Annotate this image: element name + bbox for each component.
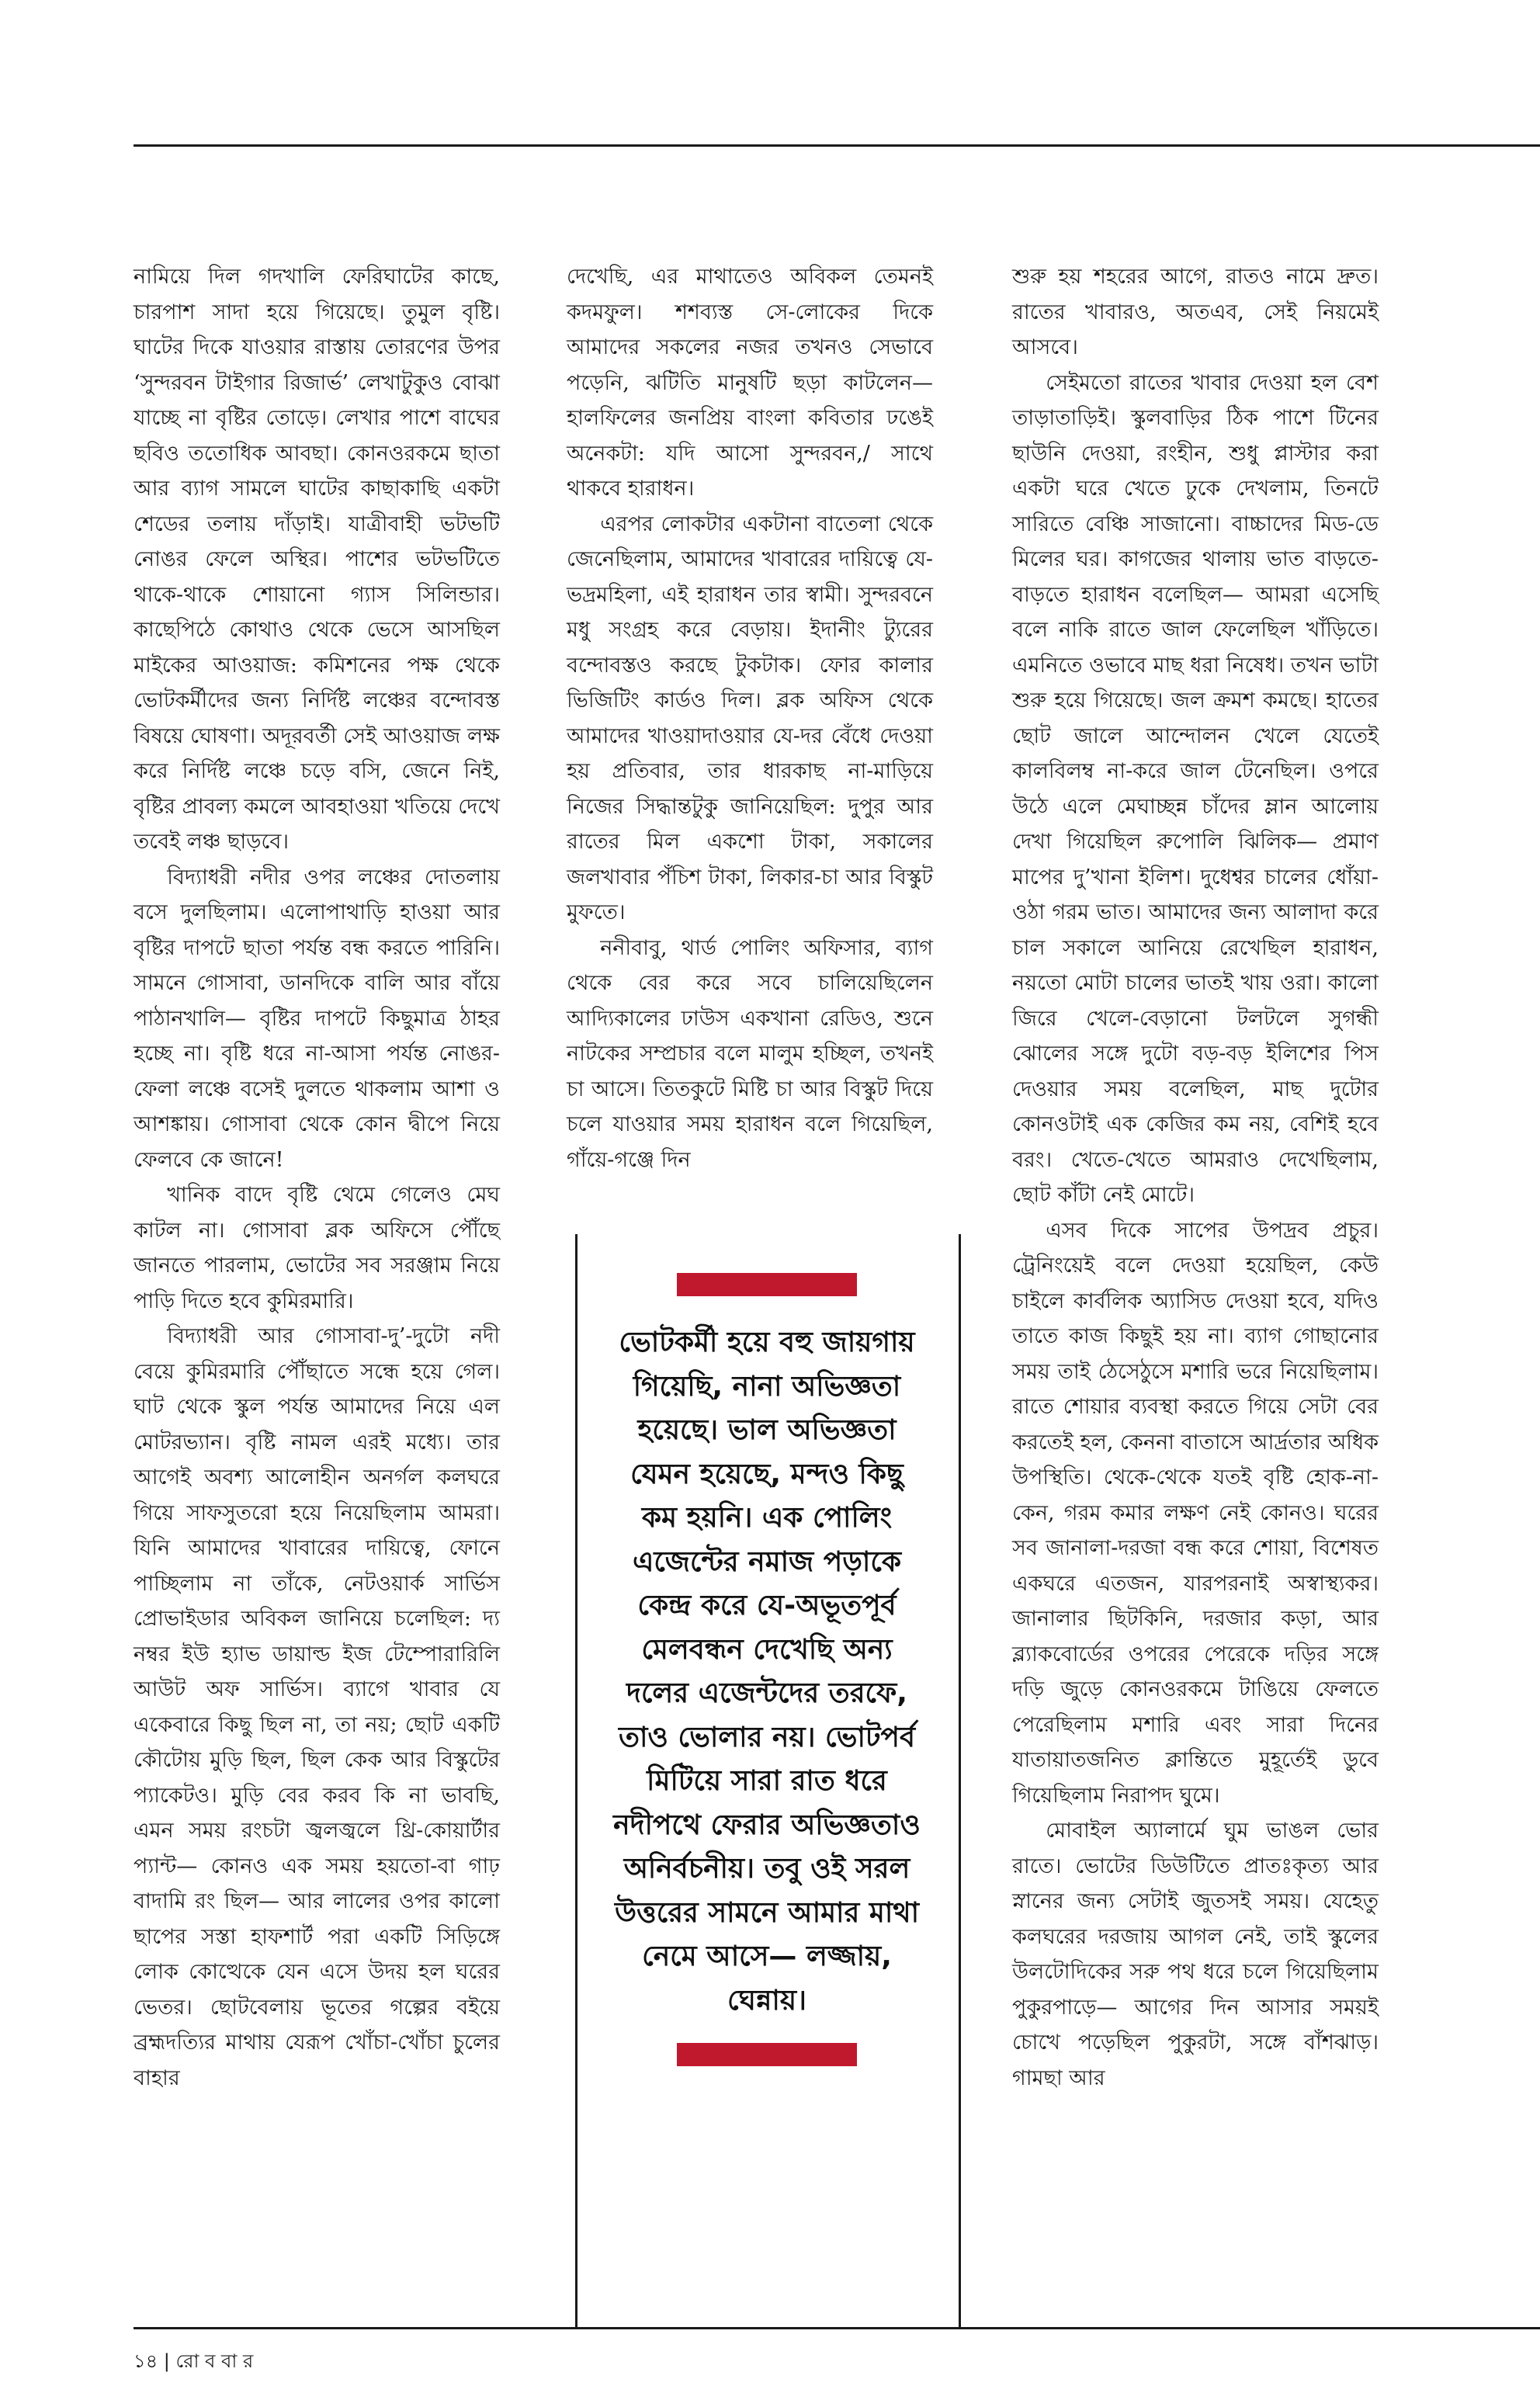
pull-quote-top-bar xyxy=(677,1273,857,1296)
paragraph: বিদ্যাধরী নদীর ওপর লঞ্চের দোতলায় বসে দুলছিলাম। এলোপাথাড়ি হাওয়া আর বৃষ্টির দাপটে ছাতা পর্যন্ত বন্ধ করতে পারিনি। সামনে গোসাবা, ডানদিকে বালি আর বাঁয়ে পাঠানখালি— বৃষ্টির দাপটে কিছুমাত্র ঠাহর হচ্ছে না। বৃষ্টি ধরে না-আসা পর্যন্ত নোঙর-ফেলা লঞ্চে বসেই দুলতে থাকলাম আশা ও আশঙ্কায়। গোসাবা থেকে কোন দ্বীপে নিয়ে ফেলবে কে জানে! xyxy=(134,865,500,1172)
paragraph: দেখেছি, এর মাথাতেও অবিকল তেমনই কদমফুল। শশব্যস্ত সে-লোকের দিকে আমাদের সকলের নজর তখনও সেভাবে পড়েনি, ঝটিতি মানুষটি ছড়া কাটলেন— হালফিলের জনপ্রিয় বাংলা কবিতার ঢঙেই অনেকটা: যদি আসো সুন্দরবন,/ সাথে থাকবে হারাধন। xyxy=(567,265,933,501)
paragraph: খানিক বাদে বৃষ্টি থেমে গেলেও মেঘ কাটল না। গোসাবা ব্লক অফিসে পৌঁছে জানতে পারলাম, ভোটের সব সরঞ্জাম নিয়ে পাড়ি দিতে হবে কুমিরমারি। xyxy=(134,1183,500,1313)
paragraph: শুরু হয় শহরের আগে, রাতও নামে দ্রুত। রাতের খাবারও, অতএব, সেই নিয়মেই আসবে। xyxy=(1012,265,1379,359)
magazine-name: রো ব বা র xyxy=(175,2350,254,2372)
paragraph: বিদ্যাধরী আর গোসাবা-দু’-দুটো নদী বেয়ে কুমিরমারি পৌঁছাতে সন্ধে হয়ে গেল। ঘাট থেকে স্কুল পর্যন্ত আমাদের নিয়ে এল মোটরভ্যান। বৃষ্টি নামল এরই মধ্যে। তার আগেই অবশ্য আলোহীন অনর্গল কলঘরে গিয়ে সাফসুতরো হয়ে নিয়েছিলাম আমরা। যিনি আমাদের খাবারের দায়িত্বে, ফোনে পাচ্ছিলাম না তাঁকে, নেটওয়ার্ক সার্ভিস প্রোভাইডার অবিকল জানিয়ে চলেছিল: দ্য নম্বর ইউ হ্যাভ ডায়াল্ড ইজ টেম্পোরারিলি আউট অফ সার্ভিস। ব্যাগে খাবার যে একেবারে কিছু ছিল না, তা নয়; ছোট একটি কৌটোয় মুড়ি ছিল, ছিল কেক আর বিস্কুটের প্যাকেটও। মুড়ি বের করব কি না ভাবছি, এমন সময় রংচটা জ্বলজ্বলে থ্রি-কোয়ার্টার প্যান্ট— কোনও এক সময় হয়তো-বা গাঢ় বাদামি রং ছিল— আর লালের ওপর কালো ছাপের সস্তা হাফশার্ট পরা একটি সিড়িঙ্গে লোক কোত্থেকে যেন এসে উদয় হল ঘরের ভেতর। ছোটবেলায় ভূতের গল্পের বইয়ে ব্রহ্মদত্যির মাথায় যেরূপ খোঁচা-খোঁচা চুলের বাহার xyxy=(134,1324,500,2090)
article-column-3 xyxy=(1012,259,1379,2096)
bottom-rule xyxy=(134,2327,1540,2329)
article-column-2 xyxy=(567,259,933,1177)
paragraph: এরপর লোকটার একটানা বাতেলা থেকে জেনেছিলাম, আমাদের খাবারের দায়িত্বে যে-ভদ্রমহিলা, এই হারাধন তার স্বামী। সুন্দরবনে মধু সংগ্রহ করে বেড়ায়। ইদানীং ট্যুরের বন্দোবস্তও করছে টুকটাক। ফোর কালার ভিজিটিং কার্ডও দিল। ব্লক অফিস থেকে আমাদের খাওয়াদাওয়ার যে-দর বেঁধে দেওয়া হয় প্রতিবার, তার ধারকাছ না-মাড়িয়ে নিজের সিদ্ধান্তটুকু জানিয়েছিল: দুপুর আর রাতের মিল একশো টাকা, সকালের জলখাবার পঁচিশ টাকা, লিকার-চা আর বিস্কুট মুফতে। xyxy=(567,512,933,924)
pull-quote-bottom-bar xyxy=(677,2043,857,2066)
paragraph: ননীবাবু, থার্ড পোলিং অফিসার, ব্যাগ থেকে বের করে সবে চালিয়েছিলেন আদ্যিকালের ঢাউস একখানা রেডিও, শুনে নাটকের সম্প্রচার বলে মালুম হচ্ছিল, তখনই চা আসে। তিতকুটে মিষ্টি চা আর বিস্কুট দিয়ে চলে যাওয়ার সময় হারাধন বলে গিয়েছিল, গাঁয়ে-গঞ্জে দিন xyxy=(567,935,933,1172)
column-divider-left xyxy=(575,1234,578,2327)
paragraph: নামিয়ে দিল গদখালি ফেরিঘাটের কাছে, চারপাশ সাদা হয়ে গিয়েছে। তুমুল বৃষ্টি। ঘাটের দিকে যাওয়ার রাস্তায় তোরণের উপর ‘সুন্দরবন টাইগার রিজার্ভ’ লেখাটুকুও বোঝা যাচ্ছে না বৃষ্টির তোড়ে। লেখার পাশে বাঘের ছবিও ততোধিক আবছা। কোনওরকমে ছাতা আর ব্যাগ সামলে ঘাটের কাছাকাছি একটা শেডের তলায় দাঁড়াই। যাত্রীবাহী ভটভটি নোঙর ফেলে অস্থির। পাশের ভটভটিতে থাকে-থাকে শোয়ানো গ্যাস সিলিন্ডার। কাছেপিঠে কোথাও থেকে ভেসে আসছিল মাইকের আওয়াজ: কমিশনের পক্ষ থেকে ভোটকর্মীদের জন্য নির্দিষ্ট লঞ্চের বন্দোবস্ত বিষয়ে ঘোষণা। অদূরবর্তী সেই আওয়াজ লক্ষ করে নির্দিষ্ট লঞ্চে চড়ে বসি, জেনে নিই, বৃষ্টির প্রাবল্য কমলে আবহাওয়া খতিয়ে দেখে তবেই লঞ্চ ছাড়বে। xyxy=(134,265,500,854)
pull-quote-text: ভোটকর্মী হয়ে বহু জায়গায় গিয়েছি, নানা অভিজ্ঞতা হয়েছে। ভাল অভিজ্ঞতা যেমন হয়েছে, মন্দও কিছু কম হয়নি। এক পোলিং এজেন্টের নমাজ পড়াকে কেন্দ্র করে যে-অভূতপূর্ব মেলবন্ধন দেখেছি অন্য দলের এজেন্টদের তরফে, তাও ভোলার নয়। ভোটপর্ব মিটিয়ে সারা রাত ধরে নদীপথে ফেরার অভিজ্ঞতাও অনির্বচনীয়। তবু ওই সরল উত্তরের সামনে আমার মাথা নেমে আসে— লজ্জায়, ঘেন্নায়। xyxy=(613,1327,921,2017)
page-number: ১৪ xyxy=(134,2350,158,2372)
column-divider-right xyxy=(959,1234,961,2327)
paragraph: সেইমতো রাতের খাবার দেওয়া হল বেশ তাড়াতাড়িই। স্কুলবাড়ির ঠিক পাশে টিনের ছাউনি দেওয়া, রংহীন, শুধু প্লাস্টার করা একটা ঘরে খেতে ঢুকে দেখলাম, তিনটে সারিতে বেঞ্চি সাজানো। বাচ্চাদের মিড-ডে মিলের ঘর। কাগজের থালায় ভাত বাড়তে-বাড়তে হারাধন বলেছিল— আমরা এসেছি বলে নাকি রাতে জাল ফেলেছিল খাঁড়িতে। এমনিতে ওভাবে মাছ ধরা নিষেধ। তখন ভাটা শুরু হয়ে গিয়েছে। জল ক্রমশ কমছে। হাতের ছোট জালে আন্দোলন খেলে যেতেই কালবিলম্ব না-করে জাল টেনেছিল। ওপরে উঠে এলে মেঘাচ্ছন্ন চাঁদের ম্লান আলোয় দেখা গিয়েছিল রুপোলি ঝিলিক— প্রমাণ মাপের দু’খানা ইলিশ। দুধেশ্বর চালের ধোঁয়া-ওঠা গরম ভাত। আমাদের জন্য আলাদা করে চাল সকালে আনিয়ে রেখেছিল হারাধন, নয়তো মোটা চালের ভাতই খায় ওরা। কালো জিরে খেলে-বেড়ানো টলটলে সুগন্ধী ঝোলের সঙ্গে দুটো বড়-বড় ইলিশের পিস দেওয়ার সময় বলেছিল, মাছ দুটোর কোনওটাই এক কেজির কম নয়, বেশিই হবে বরং। খেতে-খেতে আমরাও দেখেছিলাম, ছোট কাঁটা নেই মোটে। xyxy=(1012,370,1379,1207)
paragraph: এসব দিকে সাপের উপদ্রব প্রচুর। ট্রেনিংয়েই বলে দেওয়া হয়েছিল, কেউ চাইলে কার্বলিক অ্যাসিড দেওয়া হবে, যদিও তাতে কাজ কিছুই হয় না। ব্যাগ গোছানোর সময় তাই ঠেসেঠুসে মশারি ভরে নিয়েছিলাম। রাতে শোয়ার ব্যবস্থা করতে গিয়ে সেটা বের করতেই হল, কেননা বাতাসে আর্দ্রতার অধিক উপস্থিতি। থেকে-থেকে যতই বৃষ্টি হোক-না-কেন, গরম কমার লক্ষণ নেই কোনও। ঘরের সব জানালা-দরজা বন্ধ করে শোয়া, বিশেষত একঘরে এতজন, যারপরনাই অস্বাস্থ্যকর। জানালার ছিটকিনি, দরজার কড়া, আর ব্ল্যাকবোর্ডের ওপরের পেরেকে দড়ির সঙ্গে দড়ি জুড়ে কোনওরকমে টাঙিয়ে ফেলতে পেরেছিলাম মশারি এবং সারা দিনের যাতায়াতজনিত ক্লান্তিতে মুহূর্তেই ডুবে গিয়েছিলাম নিরাপদ ঘুমে। xyxy=(1012,1218,1379,1808)
page-footer xyxy=(134,2347,253,2378)
top-rule xyxy=(134,144,1540,147)
pull-quote xyxy=(612,1273,922,2066)
paragraph: মোবাইল অ্যালার্মে ঘুম ভাঙল ভোর রাতে। ভোটের ডিউটিতে প্রাতঃকৃত্য আর স্নানের জন্য সেটাই জুতসই সময়। যেহেতু কলঘরের দরজায় আগল নেই, তাই স্কুলের উলটোদিকের সরু পথ ধরে চলে গিয়েছিলাম পুকুরপাড়ে— আগের দিন আসার সময়ই চোখে পড়েছিল পুকুরটা, সঙ্গে বাঁশঝাড়। গামছা আর xyxy=(1012,1819,1379,2090)
footer-separator: | xyxy=(163,2350,170,2372)
article-column-1 xyxy=(134,259,500,2096)
